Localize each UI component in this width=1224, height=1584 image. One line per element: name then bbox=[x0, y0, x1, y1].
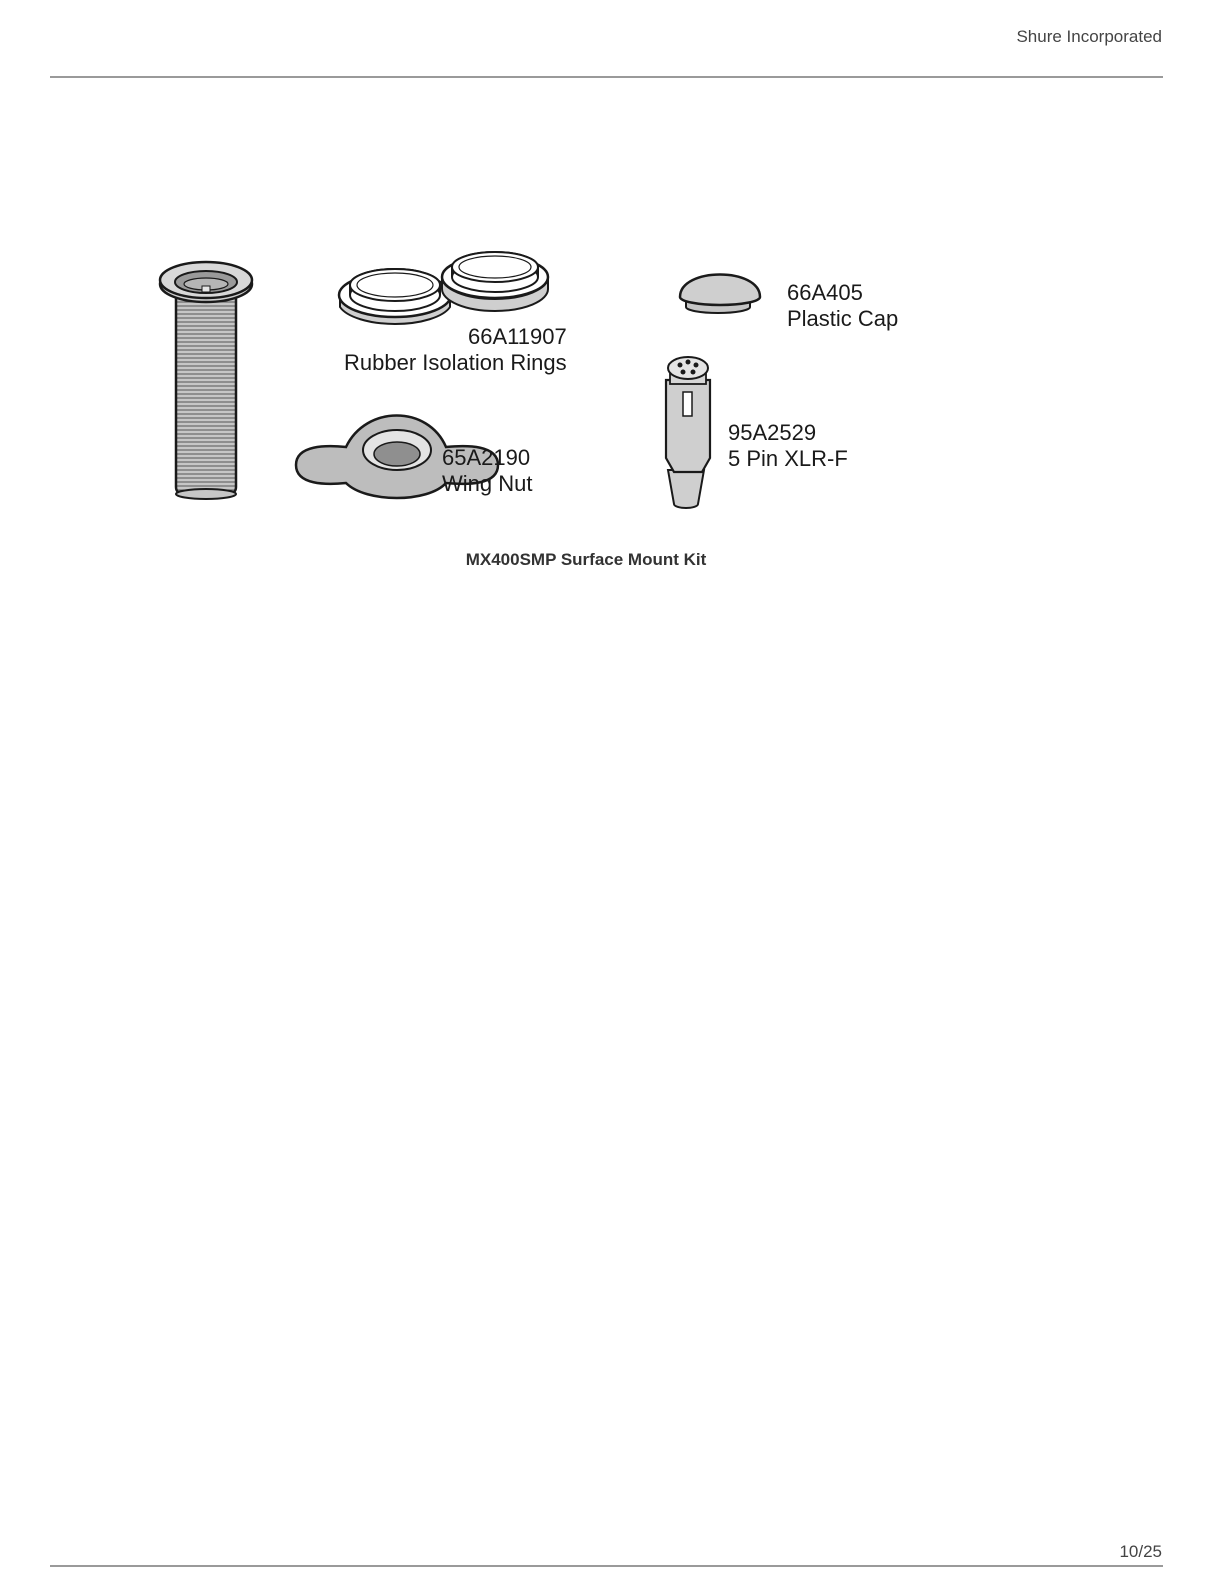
plastic-cap-label bbox=[787, 280, 898, 332]
xlr-connector-part-number: 95A2529 bbox=[728, 420, 817, 445]
threaded-tube-drawing bbox=[160, 262, 252, 499]
rubber-rings-label bbox=[344, 324, 567, 376]
figure-caption: MX400SMP Surface Mount Kit bbox=[465, 550, 707, 569]
footer-divider bbox=[50, 1565, 1163, 1567]
xlr-connector-drawing bbox=[666, 357, 710, 508]
plastic-cap-drawing bbox=[680, 275, 760, 314]
rubber-rings-name: Rubber Isolation Rings bbox=[344, 350, 567, 375]
rubber-rings-drawing bbox=[339, 252, 548, 324]
company-name: Shure Incorporated bbox=[1016, 27, 1162, 46]
plastic-cap-part-number: 66A405 bbox=[787, 280, 863, 305]
page-number: 10/25 bbox=[1119, 1542, 1162, 1561]
rubber-rings-part-number: 66A11907 bbox=[468, 324, 567, 349]
wing-nut-name: Wing Nut bbox=[442, 471, 533, 496]
xlr-connector-name: 5 Pin XLR-F bbox=[728, 446, 848, 471]
wing-nut-part-number: 65A2190 bbox=[442, 445, 531, 470]
header-divider bbox=[50, 76, 1163, 78]
parts-figure bbox=[150, 240, 930, 520]
wing-nut-label bbox=[442, 445, 532, 497]
xlr-connector-label bbox=[728, 420, 848, 472]
plastic-cap-name: Plastic Cap bbox=[787, 306, 899, 331]
